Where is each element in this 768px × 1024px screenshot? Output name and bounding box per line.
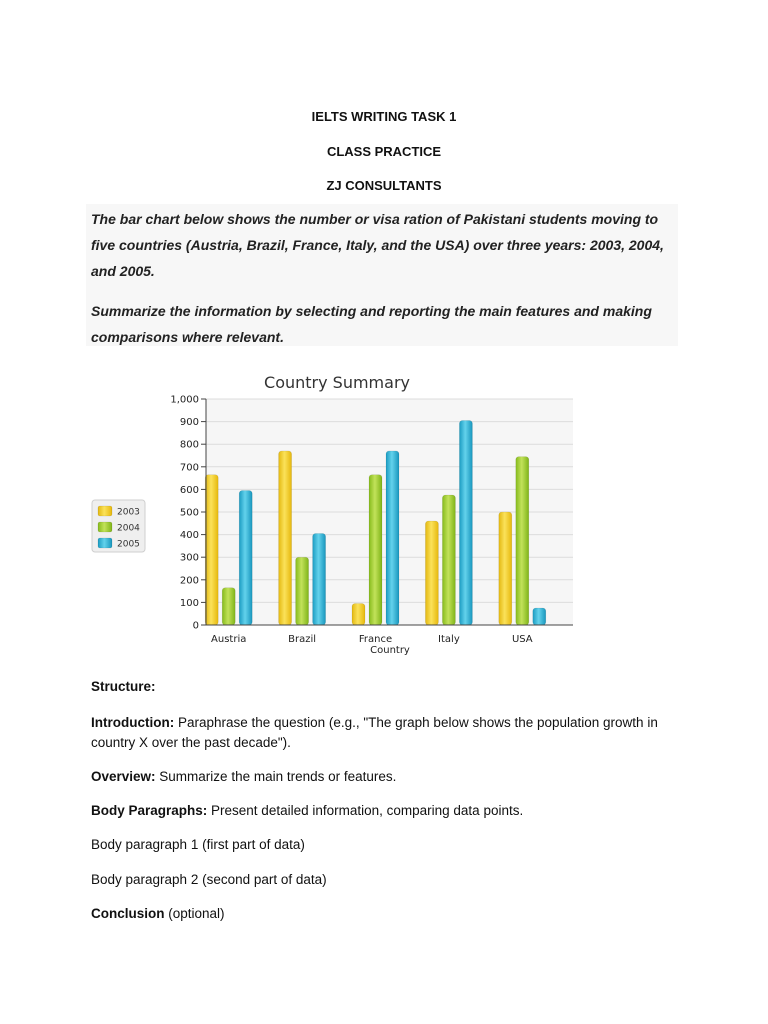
legend-label-2005: 2005 bbox=[117, 539, 140, 550]
heading-task: IELTS WRITING TASK 1 bbox=[311, 109, 457, 124]
legend-swatch-2005 bbox=[98, 538, 112, 548]
conclusion-text: (optional) bbox=[164, 906, 225, 921]
bar-austria-2003 bbox=[205, 475, 218, 625]
body-paragraph-1: Body paragraph 1 (first part of data) bbox=[91, 837, 305, 852]
task-prompt: The bar chart below shows the number or visa ration of Pakistani students moving to five countries (Austria, Brazil, France, Italy, and the USA) over three years: 2003, 2004, and 2005. bbox=[91, 211, 664, 279]
conclusion-label: Conclusion bbox=[91, 906, 165, 921]
y-tick-label: 900 bbox=[179, 417, 199, 429]
overview-paragraph bbox=[91, 767, 683, 787]
y-tick-label: 300 bbox=[179, 552, 199, 564]
bar-usa-2004 bbox=[516, 457, 529, 625]
y-tick-label: 0 bbox=[192, 620, 199, 632]
y-tick-label: 1,000 bbox=[170, 394, 199, 406]
structure-heading: Structure: bbox=[91, 679, 156, 694]
bar-france-2003 bbox=[352, 604, 365, 625]
x-tick-label: USA bbox=[511, 634, 533, 645]
body-paragraph-2: Body paragraph 2 (second part of data) bbox=[91, 872, 327, 887]
y-tick-label: 200 bbox=[179, 575, 199, 587]
task-instruction: Summarize the information by selecting and reporting the main features and making comparisons where relevant. bbox=[91, 303, 652, 345]
bar-italy-2005 bbox=[459, 420, 472, 625]
x-tick-label: Brazil bbox=[288, 634, 317, 645]
bar-italy-2004 bbox=[442, 495, 455, 625]
bar-brazil-2003 bbox=[279, 451, 292, 625]
introduction-label: Introduction: bbox=[91, 715, 175, 730]
legend-label-2003: 2003 bbox=[117, 507, 140, 518]
bar-italy-2003 bbox=[425, 521, 438, 625]
y-tick-label: 400 bbox=[179, 530, 199, 542]
legend-swatch-2004 bbox=[98, 522, 112, 532]
body-paragraphs-text: Present detailed information, comparing data points. bbox=[207, 803, 524, 818]
bar-austria-2005 bbox=[239, 491, 252, 625]
overview-label: Overview: bbox=[91, 769, 156, 784]
conclusion-paragraph bbox=[91, 904, 683, 924]
x-tick-label: Italy bbox=[438, 634, 460, 645]
chart-title: Country Summary bbox=[264, 373, 410, 392]
y-tick-label: 700 bbox=[179, 462, 199, 474]
legend bbox=[92, 500, 145, 552]
body-paragraphs-paragraph bbox=[91, 801, 683, 821]
y-tick-label: 100 bbox=[179, 597, 199, 609]
bar-brazil-2004 bbox=[296, 557, 309, 625]
bar-usa-2003 bbox=[499, 512, 512, 625]
y-tick-label: 600 bbox=[179, 484, 199, 496]
body-paragraphs-label: Body Paragraphs: bbox=[91, 803, 208, 818]
bar-austria-2004 bbox=[222, 588, 235, 625]
heading-company: ZJ CONSULTANTS bbox=[326, 178, 442, 193]
heading-class: CLASS PRACTICE bbox=[326, 144, 442, 159]
legend-swatch-2003 bbox=[98, 506, 112, 516]
bar-usa-2005 bbox=[533, 608, 546, 625]
x-axis-label: Country bbox=[370, 645, 410, 656]
y-tick-label: 500 bbox=[179, 507, 199, 519]
introduction-text: Paraphrase the question (e.g., "The graph below shows the population growth in country X over the past decade"). bbox=[91, 715, 658, 750]
bar-brazil-2005 bbox=[313, 533, 326, 625]
y-tick-label: 800 bbox=[179, 439, 199, 451]
overview-text: Summarize the main trends or features. bbox=[155, 769, 397, 784]
legend-label-2004: 2004 bbox=[117, 523, 140, 534]
bar-france-2004 bbox=[369, 475, 382, 625]
introduction-paragraph bbox=[91, 713, 683, 753]
bar-france-2005 bbox=[386, 451, 399, 625]
bar-chart bbox=[88, 364, 588, 660]
x-tick-label: Austria bbox=[211, 634, 247, 645]
x-tick-label: France bbox=[358, 634, 393, 645]
